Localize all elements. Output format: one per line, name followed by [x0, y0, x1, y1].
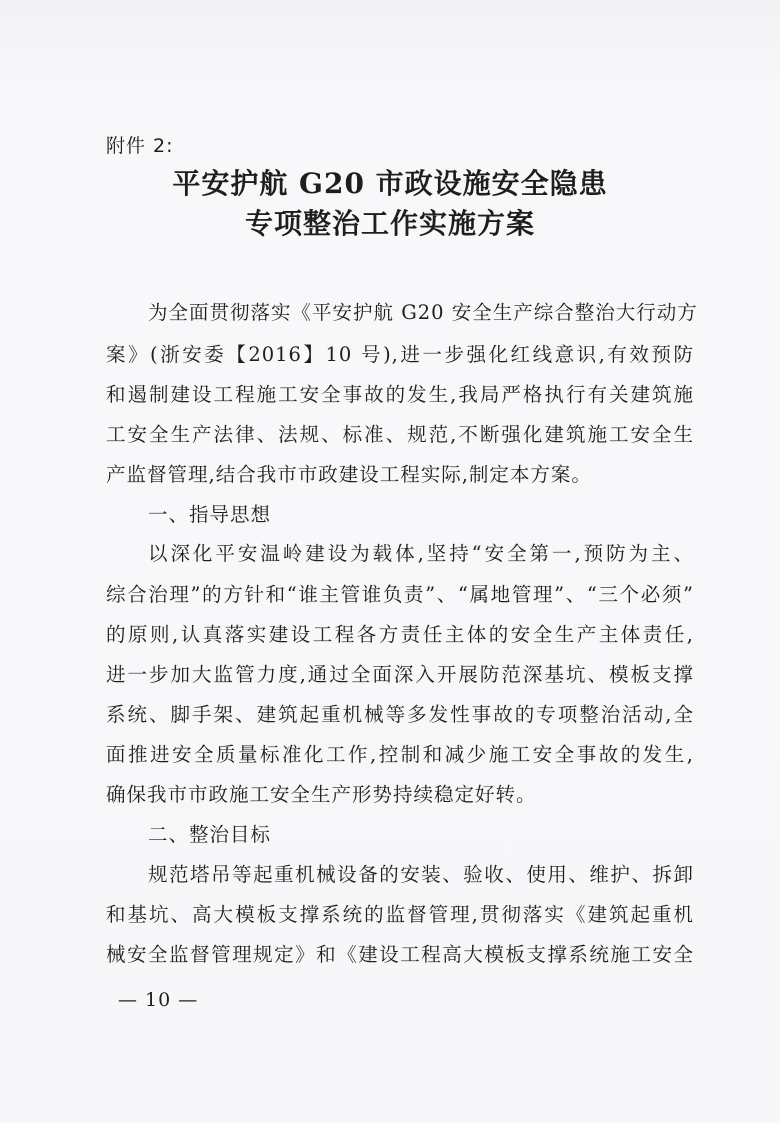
section1-line: 进一步加大监管力度,通过全面深入开展防范深基坑、模板支撑	[106, 663, 694, 686]
section-heading-guiding-thought: 一、指导思想	[148, 503, 272, 526]
section1-line: 系统、脚手架、建筑起重机械等多发性事故的专项整治活动,全	[106, 703, 694, 726]
intro-line: 为全面贯彻落实《平安护航 G20 安全生产综合整治大行动方	[148, 301, 698, 324]
section1-line: 面推进安全质量标准化工作,控制和减少施工安全事故的发生,	[106, 743, 694, 766]
section1-line: 的原则,认真落实建设工程各方责任主体的安全生产主体责任,	[106, 623, 694, 646]
intro-line: 和遏制建设工程施工安全事故的发生,我局严格执行有关建筑施	[106, 383, 694, 406]
attachment-label: 附件 2:	[106, 135, 174, 157]
intro-line: 工安全生产法律、法规、标准、规范,不断强化建筑施工安全生	[106, 423, 694, 446]
document-title-line-1: 平安护航 G20 市政设施安全隐患	[172, 167, 608, 200]
intro-line: 产监督管理,结合我市市政建设工程实际,制定本方案。	[106, 463, 592, 486]
section1-line: 以深化平安温岭建设为载体,坚持“安全第一,预防为主、	[148, 542, 694, 565]
section1-line: 确保我市市政施工安全生产形势持续稳定好转。	[106, 783, 537, 806]
section1-line: 综合治理”的方针和“谁主管谁负责”、“属地管理”、“三个必须”	[106, 583, 694, 606]
section-heading-goals: 二、整治目标	[148, 823, 272, 846]
section2-line: 械安全监督管理规定》和《建设工程高大模板支撑系统施工安全	[106, 943, 694, 966]
page-number: — 10 —	[118, 989, 199, 1011]
intro-line: 案》(浙安委【2016】10 号),进一步强化红线意识,有效预防	[106, 343, 694, 366]
document-title-line-2: 专项整治工作实施方案	[244, 207, 535, 240]
section2-line: 规范塔吊等起重机械设备的安装、验收、使用、维护、拆卸	[148, 863, 694, 886]
section2-line: 和基坑、高大模板支撑系统的监督管理,贯彻落实《建筑起重机	[106, 903, 694, 926]
